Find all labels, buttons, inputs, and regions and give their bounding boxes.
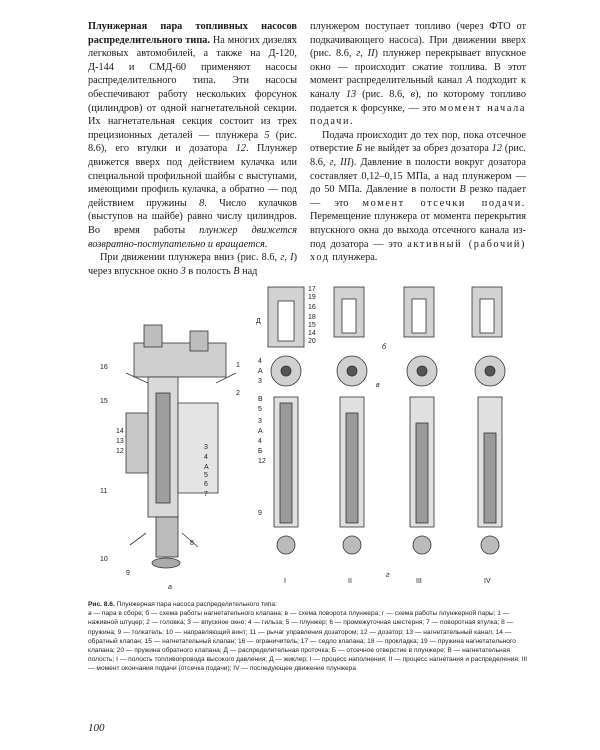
fig-label: Д	[256, 318, 261, 325]
text-run: плунжера.	[329, 252, 378, 264]
text-run: При движении плунжера вниз (рис. 8.6,	[100, 252, 281, 264]
fig-label: 3	[258, 418, 262, 425]
text-run: резко падает — это	[310, 184, 526, 209]
fig-label: 12	[258, 458, 266, 465]
text-run: В	[233, 265, 240, 277]
text-run: не выйдет за обрез дозатора	[362, 143, 492, 155]
fig-label: 3	[204, 444, 208, 451]
text-run: ) через впускное окно	[88, 252, 297, 277]
left-text-column	[88, 20, 297, 278]
fig-label: 19	[308, 294, 316, 301]
fig-label: 14	[308, 330, 316, 337]
fig-label: 15	[100, 398, 108, 405]
fig-label: 13	[116, 438, 124, 445]
text-run: подходит к каналу	[310, 75, 527, 100]
text-run: На многих дизелях легковых автомобилей, а также на Д-120, Д-144 и СМД-60 применяют насосы распределительного типа. Эти насосы обеспечивают работу нескольких форсунок (цилиндров) от одной нагнетательной секции. Их нагнетательная секция состоит из трех прецизионных деталей — плунжера	[88, 34, 297, 141]
stage-label: III	[416, 578, 422, 585]
fig-label: 16	[100, 364, 108, 371]
text-run: . Плунжер движется вверх под действием кулачка или специальной профильной шайбы с выступами, имеющими профиль кулачка, а обратно — под действием пружины	[88, 143, 297, 209]
paragraph	[88, 20, 297, 251]
fig-label: 5	[204, 472, 208, 479]
text-run: Плунжерная пара топливных насосов распределительного типа.	[88, 21, 297, 46]
fig-label: 9	[258, 510, 262, 517]
text-run: 5	[264, 129, 270, 141]
stage-label: IV	[484, 578, 491, 585]
fig-label: 20	[308, 338, 316, 345]
fig-label: А	[258, 368, 263, 375]
fig-label: В	[258, 396, 263, 403]
fig-label: 17	[308, 286, 316, 293]
text-run: Б	[356, 143, 363, 155]
figure-b-valves	[268, 287, 502, 347]
fig-label: 11	[100, 488, 108, 495]
text-run: (рис. 8.6), его втулки и дозатора	[88, 129, 297, 155]
fig-label: 4	[258, 438, 262, 445]
sub-label-g: г	[386, 572, 390, 579]
fig-label: 5	[258, 406, 262, 413]
paragraph	[88, 251, 297, 278]
text-run: 3	[180, 265, 186, 277]
page-number: 100	[88, 722, 105, 734]
text-run: Перемещение плунжера от момента перекрытия впускного окна до выхода отсечного канала из-под дозатора — это	[310, 211, 526, 250]
paragraph	[310, 20, 526, 129]
text-run: ), по которому топливо подается к форсунке, — это	[310, 88, 526, 114]
text-run: над	[239, 265, 258, 277]
text-run: Подача происходит до тех пор, пока отсечное отверстие	[310, 129, 526, 155]
fig-label: 1	[236, 362, 240, 369]
fig-label: 3	[258, 378, 262, 385]
text-run: момент отсечки подачи.	[362, 197, 526, 209]
figure-8-6	[86, 283, 528, 593]
text-run: ). Давление в полости вокруг дозатора составляет 0,12–0,15 МПа, а над плунжером — до 50 МПа. Давление в полости	[310, 156, 527, 196]
fig-label: А	[258, 428, 263, 435]
figure-v-rotation	[271, 356, 505, 386]
text-run: активный (рабочий) ход	[310, 238, 526, 264]
text-run: ) плунжер перекрывает впускное окно — происходит сжатие топлива. В этот момент распределительный канал	[310, 48, 527, 87]
stage-label: I	[284, 578, 286, 585]
figure-g-stages	[274, 397, 502, 554]
text-run: плунжер движется возвратно-поступательно и вращается.	[88, 224, 297, 250]
fig-label: 9	[126, 570, 130, 577]
fig-label: 6	[204, 481, 208, 488]
figure-a-assembly	[126, 325, 236, 568]
stage-label: II	[348, 578, 352, 585]
figure-drawing	[86, 283, 528, 593]
text-run: (рис. 8.6,	[310, 143, 526, 168]
paragraph	[310, 129, 526, 265]
fig-label: А	[204, 464, 209, 471]
text-run: в полость	[185, 265, 234, 277]
text-run: в	[410, 88, 416, 100]
text-run: 12	[235, 143, 247, 155]
text-run: 13	[345, 88, 357, 100]
text-run: г, II	[356, 48, 375, 60]
caption-legend: а — пара в сборе; б — схема работы нагнетательного клапана; в — схема поворота плунжера; г — схема работы плунжерной пары; 1 — наживной штуцер; 2 — головка; 3 — впускное окно; 4 — гильза; 5 — плунжер; 6 — промежуточная шестерня; 7 — поворотная втулка; 8 — пружина; 9 — толкатель; 10 — направляющий винт; 11 — рычаг управления дозатором; 12 — дозатор; 13 — нагнетательный канал; 14 — обратный клапан; 15 — нагнетательный клапан; 16 — ограничитель; 17 — седло клапана; 18 — прокладка; 19 — пружина нагнетательного клапана; 20 — пружина обратного клапана; Д — распределительная проточка; Б — отсечное отверстие в плунжере; В — нагнетательная полость; I — полость топливопровода высокого давления; Д — жиклер; I — процесс наполнения; II — процесс нагнетания и распределения; III — момент окончания подачи (отсечка подачи); IV — последующее движение плунжера	[88, 610, 528, 673]
text-run: (рис. 8.6,	[356, 88, 411, 100]
text-run: момент начала подачи.	[310, 102, 527, 128]
caption-title: Рис. 8.6.	[88, 601, 115, 608]
fig-label: 16	[308, 304, 316, 311]
fig-label: 14	[116, 428, 124, 435]
fig-label: Б	[258, 448, 263, 455]
text-run: г, III	[329, 156, 351, 168]
fig-label: 7	[204, 491, 208, 498]
sub-label-v: в	[376, 382, 380, 389]
fig-label: 4	[258, 358, 262, 365]
fig-label: 12	[116, 448, 124, 455]
sub-label-b: б	[382, 344, 386, 351]
text-run: г, I	[280, 252, 294, 264]
text-run: Во время работы	[88, 224, 200, 236]
text-run: В	[459, 184, 466, 196]
fig-label: 10	[100, 556, 108, 563]
sub-label-a: а	[168, 584, 172, 591]
text-run: . Число кулачков (выступов на шайбе) равно числу цилиндров.	[88, 197, 297, 223]
text-run: плунжером поступает топливо (через ФТО от подкачивающего насоса). При движении вверх (рис. 8.6,	[310, 21, 526, 60]
fig-label: 18	[308, 314, 316, 321]
text-run: 8	[199, 197, 205, 209]
figure-caption	[88, 600, 528, 674]
text-run: 12	[491, 143, 502, 155]
text-run: А	[466, 75, 473, 87]
fig-label: 2	[236, 390, 240, 397]
fig-label: 8	[190, 540, 194, 547]
figure-g-labels	[258, 358, 266, 517]
fig-label: 15	[308, 322, 316, 329]
caption-title-text: Плунжерная пара насоса распределительного типа:	[114, 601, 277, 608]
right-text-column	[310, 20, 526, 265]
fig-label: 4	[204, 454, 208, 461]
figure-a-labels-left	[100, 364, 124, 563]
figure-g-stage-labels	[284, 572, 491, 585]
